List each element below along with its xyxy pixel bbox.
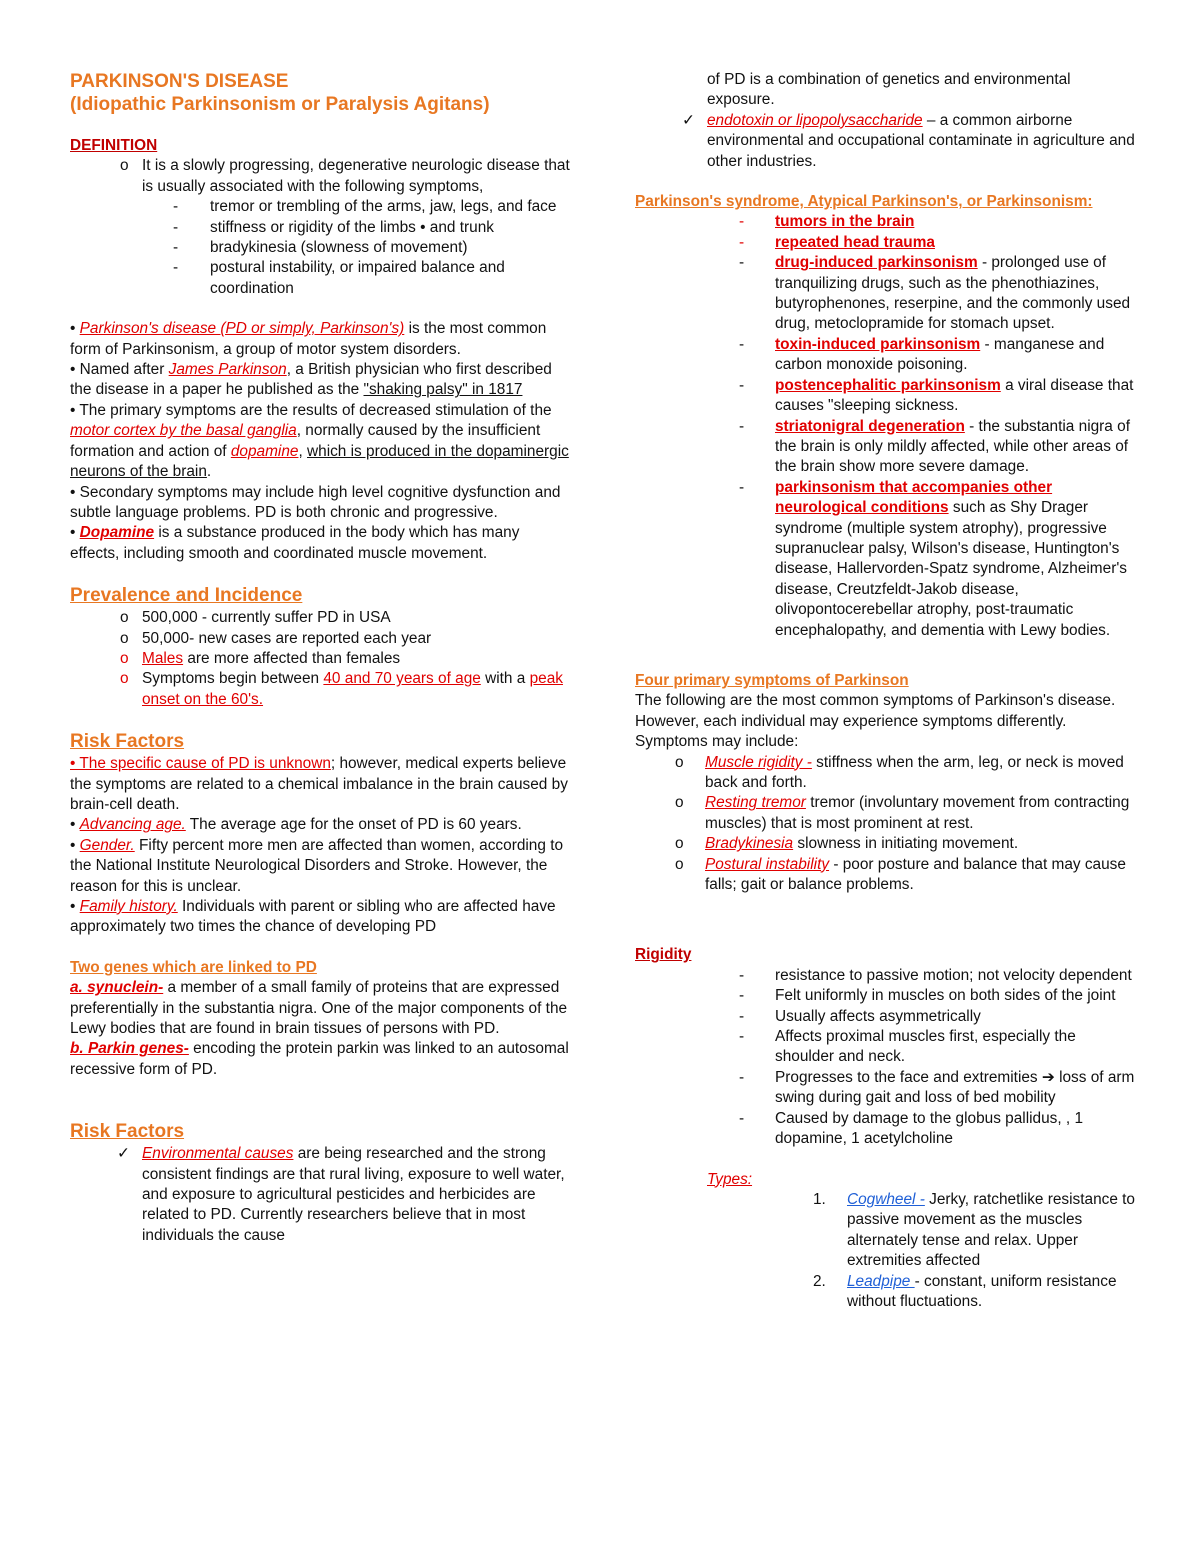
advancing-age-link[interactable]: Advancing age. (79, 816, 186, 834)
paragraph-primary-symptoms: • The primary symptoms are the results of decreased stimulation of the motor cortex by the basal ganglia, normally caused by the insufficient formation and action of dopamine, which is produced in the dopaminergic neurons of the brain. (70, 401, 569, 481)
list-item: - drug-induced parkinsonism - prolonged use of tranquilizing drugs, such as the phenothiazines, butyrophenones, reserpine, and the commonly used drug, metoclopramide for stomach upset. (739, 254, 1131, 333)
list-item: - Affects proximal muscles first, especially the shoulder and neck. (739, 1028, 1076, 1066)
list-item: - striatonigral degeneration - the substantia nigra of the brain is only mildly affected, while other areas of the brain show more severe damage. (739, 417, 1130, 476)
bradykinesia-link[interactable]: Bradykinesia (705, 835, 794, 853)
right-column (635, 70, 1135, 1312)
paragraph-age: • Advancing age. The average age for the onset of PD is 60 years. (70, 816, 522, 834)
leadpipe-link[interactable]: Leadpipe (847, 1272, 915, 1290)
paragraph-pd-common: • Parkinson's disease (PD or simply, Parkinson's) is the most common form of Parkinsonism, a group of motor system disorders. (70, 320, 547, 358)
list-item: ✓ endotoxin or lipopolysaccharide – a common airborne environmental and occupational contaminate in agriculture and other industries. (635, 111, 1135, 172)
parkin-genes-link[interactable]: b. Parkin genes- (70, 1040, 189, 1058)
postural-instability-link[interactable]: Postural instability (705, 855, 830, 873)
list-item: o Postural instability - poor posture and balance that may cause falls; gait or balance problems. (675, 855, 1126, 894)
list-item: - Felt uniformly in muscles on both sides of the joint (739, 987, 1116, 1005)
page-subtitle: (Idiopathic Parkinsonism or Paralysis Agitans) (70, 94, 490, 115)
list-item: - toxin-induced parkinsonism - manganese and carbon monoxide poisoning. (739, 335, 1105, 374)
list-item: o Muscle rigidity - stiffness when the arm, leg, or neck is moved back and forth. (675, 753, 1124, 791)
environmental-causes-link[interactable]: Environmental causes (142, 1145, 294, 1163)
symptom-item: - bradykinesia (slowness of movement) (173, 239, 468, 257)
james-parkinson-link[interactable]: James Parkinson (168, 361, 287, 379)
paragraph-synuclein: a. synuclein- a member of a small family of proteins that are expressed preferentially in the substantia nigra. One of the major components of the Lewy bodies that are found in brain tissues of persons with PD. (70, 979, 568, 1038)
unknown-cause-link[interactable]: • The specific cause of PD is unknown (70, 755, 331, 773)
dopamine-term-link[interactable]: Dopamine (79, 524, 155, 542)
list-item: - tumors in the brain (635, 212, 1135, 232)
family-history-link[interactable]: Family history. (79, 898, 178, 915)
paragraph-secondary-symptoms: • Secondary symptoms may include high level cognitive dysfunction and subtle language problems. PD is both chronic and progressive. (70, 483, 561, 521)
paragraph-named-after: • Named after James Parkinson, a British physician who first described the disease in a paper he published as the "shaking palsy" in 1817 (70, 361, 552, 399)
list-item: ✓ Environmental causes are being researched and the strong consistent findings are that rural living, exposure to well water, and exposure to agricultural pesticides and herbicides are related to PD. Currently researchers believe that in most individuals the cause (70, 1144, 570, 1246)
synuclein-link[interactable]: a. synuclein- (70, 979, 164, 997)
other-conditions-link[interactable]: parkinsonism that accompanies other neurological conditions (775, 478, 1053, 517)
page-title: PARKINSON'S DISEASE (70, 71, 289, 92)
tumors-link[interactable]: tumors in the brain (775, 213, 915, 231)
resting-tremor-link[interactable]: Resting tremor (705, 794, 806, 812)
paragraph-dopamine: • Dopamine is a substance produced in the body which has many effects, including smooth and coordinated muscle movement. (70, 524, 520, 562)
pd-link[interactable]: Parkinson's disease (PD or simply, Parkinson's) (79, 320, 405, 338)
postencephalitic-link[interactable]: postencephalitic parkinsonism (775, 376, 1001, 394)
list-item: o 500,000 - currently suffer PD in USA (120, 609, 391, 627)
paragraph-gender: • Gender. Fifty percent more men are affected than women, according to the National Institute Neurological Disorders and Stroke. However, the reason for this is unclear. (70, 836, 564, 895)
four-symptoms-intro: The following are the most common symptoms of Parkinson's disease. However, each individual may experience symptoms differently. Symptoms may include: (635, 692, 1116, 751)
list-item: 2. Leadpipe - constant, uniform resistance without fluctuations. (813, 1272, 1117, 1310)
list-item-continued: of PD is a combination of genetics and environmental exposure. (707, 71, 1071, 109)
drug-induced-link[interactable]: drug-induced parkinsonism (775, 254, 978, 272)
list-item: o Resting tremor tremor (involuntary movement from contracting muscles) that is most prominent at rest. (675, 794, 1130, 832)
types-label: Types: (707, 1170, 753, 1188)
symptom-item: - postural instability, or impaired balance and coordination (173, 259, 505, 297)
left-column (70, 70, 570, 1246)
list-item: - resistance to passive motion; not velocity dependent (739, 966, 1132, 984)
check-icon: ✓ (117, 1145, 130, 1163)
bullet-marker: o (120, 157, 129, 175)
list-item: - postencephalitic parkinsonism a viral disease that causes "sleeping sickness. (739, 376, 1134, 415)
check-icon: ✓ (682, 111, 695, 129)
risk-factors-heading: Risk Factors (70, 731, 185, 753)
age-range-link[interactable]: 40 and 70 years of age (323, 670, 481, 688)
muscle-rigidity-link[interactable]: Muscle rigidity - (705, 753, 812, 771)
genes-heading: Two genes which are linked to PD (70, 958, 317, 976)
rigidity-heading: Rigidity (635, 946, 692, 964)
motor-cortex-link[interactable]: motor cortex by the basal ganglia (70, 422, 297, 440)
syndrome-heading: Parkinson's syndrome, Atypical Parkinson's, or Parkinsonism: (635, 193, 1093, 211)
definition-heading: DEFINITION (70, 137, 158, 154)
cogwheel-link[interactable]: Cogwheel - (847, 1190, 925, 1208)
gender-link[interactable]: Gender. (79, 836, 135, 854)
list-item: 1. Cogwheel - Jerky, ratchetlike resistance to passive movement as the muscles alternately tense and relax. Upper extremities affected (813, 1190, 1135, 1270)
paragraph-cause: • The specific cause of PD is unknown; however, medical experts believe the symptoms are related to a chemical imbalance in the brain caused by brain-cell death. (70, 755, 568, 813)
males-link[interactable]: Males (142, 649, 184, 667)
list-item: - Progresses to the face and extremities ➔ loss of arm swing during gait and loss of bed mobility (739, 1068, 1135, 1107)
list-item: - Caused by damage to the globus pallidus, , 1 dopamine, 1 acetylcholine (739, 1109, 1084, 1148)
dopamine-link[interactable]: dopamine (230, 442, 299, 460)
list-item: o Symptoms begin between 40 and 70 years of age with a peak onset on the 60's. (120, 670, 563, 708)
striatonigral-link[interactable]: striatonigral degeneration (775, 417, 965, 435)
peak-onset-link[interactable]: peak onset on the 60's. (142, 670, 563, 708)
paragraph-family: • Family history. Individuals with parent or sibling who are affected have approximately two times the chance of developing PD (70, 898, 556, 936)
toxin-induced-link[interactable]: toxin-induced parkinsonism (775, 335, 981, 353)
list-item: o Bradykinesia slowness in initiating movement. (675, 835, 1019, 853)
paragraph-parkin: b. Parkin genes- encoding the protein parkin was linked to an autosomal recessive form of PD. (70, 1040, 569, 1078)
list-item: - repeated head trauma (635, 233, 1135, 253)
definition-intro: o It is a slowly progressing, degenerative neurologic disease that is usually associated with the following symptoms, (70, 156, 570, 197)
endotoxin-link[interactable]: endotoxin or lipopolysaccharide (707, 111, 923, 129)
list-item: - Usually affects asymmetrically (739, 1007, 981, 1025)
list-item: o 50,000- new cases are reported each year (120, 629, 432, 647)
four-symptoms-heading: Four primary symptoms of Parkinson (635, 671, 909, 689)
risk-factors-heading-2: Risk Factors (70, 1121, 185, 1143)
prevalence-heading: Prevalence and Incidence (70, 585, 303, 607)
list-item: o Males are more affected than females (120, 649, 401, 667)
head-trauma-link[interactable]: repeated head trauma (775, 233, 935, 251)
symptom-item: - tremor or trembling of the arms, jaw, legs, and face (173, 198, 557, 216)
list-item: - parkinsonism that accompanies other neurological conditions such as Shy Drager syndrome (multiple system atrophy), progressive supranuclear palsy, Wilson's disease, Huntington's disease, Hallervorden-Spatz syndrome, Alzheimer's disease, Creutzfeldt-Jakob disease, olivopontocerebellar atrophy, post-traumatic encephalopathy, and dementia with Lewy bodies. (739, 478, 1127, 639)
symptom-item: - stiffness or rigidity of the limbs • and trunk (173, 218, 494, 236)
